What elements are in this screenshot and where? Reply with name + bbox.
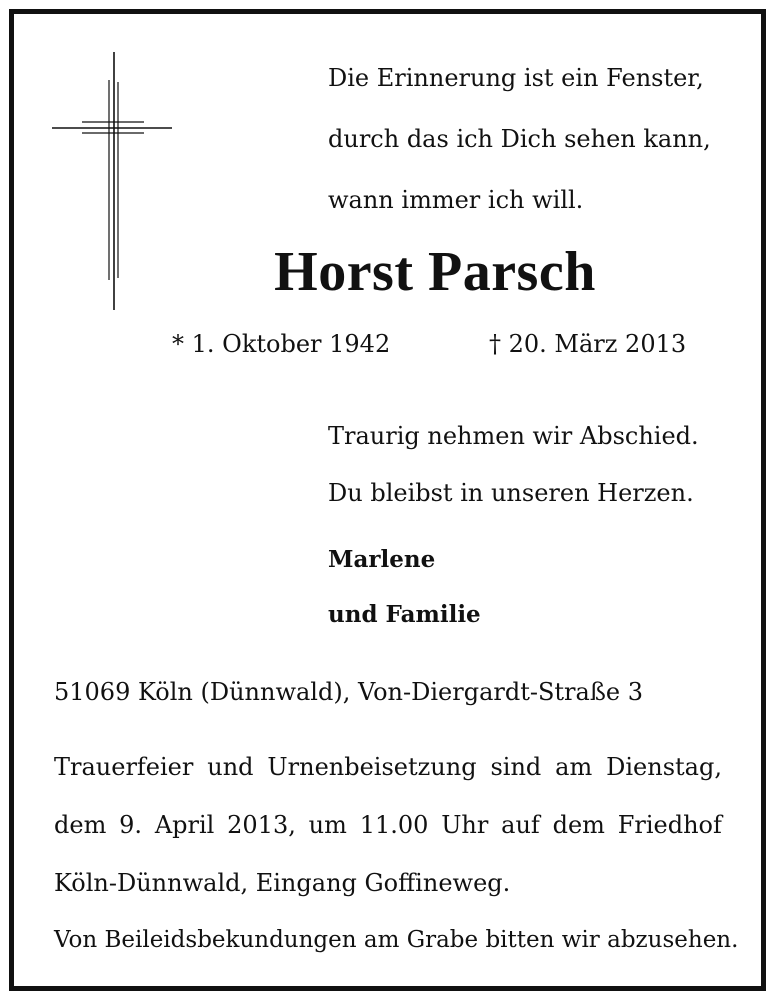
service-word: und — [207, 753, 254, 781]
farewell-text — [328, 408, 699, 522]
service-line-1 — [54, 738, 722, 796]
service-word: 2013, — [227, 811, 296, 839]
farewell-line: Du bleibst in unseren Herzen. — [328, 479, 694, 507]
poem — [328, 48, 711, 231]
service-word: dem — [54, 811, 107, 839]
closing-request: Von Beileidsbekundungen am Grabe bitten wir abzusehen. — [54, 927, 739, 953]
service-word: am — [555, 753, 593, 781]
poem-line: wann immer ich will. — [328, 186, 584, 214]
service-word: Dienstag, — [606, 753, 722, 781]
service-word: Friedhof — [617, 811, 722, 839]
service-word: April — [154, 811, 215, 839]
service-word: Uhr — [441, 811, 489, 839]
service-word: dem — [552, 811, 605, 839]
birth-date: * 1. Oktober 1942 — [172, 330, 391, 358]
farewell-line: Traurig nehmen wir Abschied. — [328, 422, 699, 450]
poem-line: Die Erinnerung ist ein Fenster, — [328, 64, 704, 92]
service-line-3: Köln-Dünnwald, Eingang Goffineweg. — [54, 869, 511, 897]
service-word: auf — [501, 811, 540, 839]
service-word: Trauerfeier — [54, 753, 194, 781]
service-word: sind — [490, 753, 542, 781]
service-line-2 — [54, 796, 722, 854]
signers — [328, 532, 481, 642]
service-word: Urnenbeisetzung — [267, 753, 477, 781]
service-word: 9. — [119, 811, 143, 839]
service-word: 11.00 — [359, 811, 429, 839]
deceased-name: Horst Parsch — [274, 241, 596, 303]
signer-line: Marlene — [328, 546, 436, 573]
signer-line: und Familie — [328, 601, 481, 628]
poem-line: durch das ich Dich sehen kann, — [328, 125, 711, 153]
address: 51069 Köln (Dünnwald), Von-Diergardt-Straße 3 — [54, 678, 643, 706]
service-word: um — [308, 811, 347, 839]
service-announcement — [54, 738, 722, 912]
death-date: † 20. März 2013 — [489, 330, 687, 358]
